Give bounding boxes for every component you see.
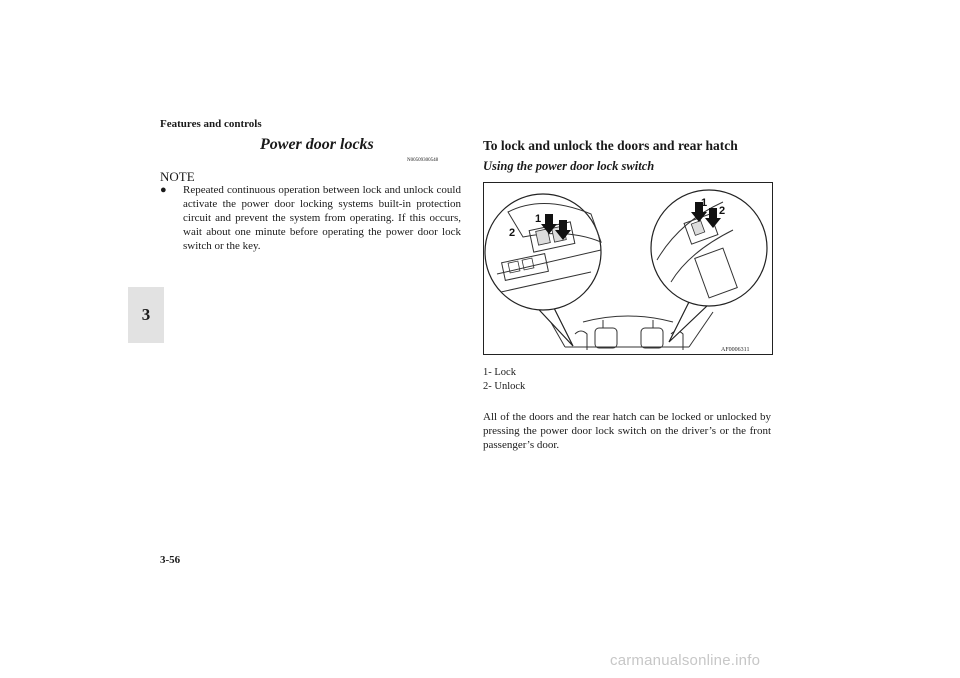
section-code: N00509300548 [407,158,439,163]
figure-legend [483,366,525,394]
page-title: Power door locks [260,136,374,153]
figure-code: AF0006311 [721,347,750,353]
body-text: All of the doors and the rear hatch can be locked or unlocked by pressing the power door lock switch on the driver’s or the front passenger’s door. [483,411,771,451]
door-lock-switch-illustration [483,182,773,355]
section-header: Features and controls [160,118,262,130]
section-subtitle: Using the power door lock switch [483,159,655,173]
left-callout-1: 1 [535,213,542,225]
chapter-tab [128,287,164,343]
legend-item-lock: 1- Lock [483,367,516,378]
note-text: Repeated continuous operation between lock and unlock could activate the power door locking systems built-in protection circuit and prevent the system from operating. If this occurs, wait about one minute before operating the power door lock switch or the key. [183,184,461,252]
watermark: carmanualsonline.info [610,652,761,669]
illustration-svg [483,182,773,355]
page-number: 3-56 [160,554,181,566]
note-label: NOTE [160,169,195,184]
legend-item-unlock: 2- Unlock [483,381,526,392]
bullet-icon: ● [160,184,167,196]
right-callout-1: 1 [701,197,708,209]
chapter-number: 3 [141,305,151,324]
right-callout-2: 2 [719,205,726,217]
section-title: To lock and unlock the doors and rear hatch [483,138,738,153]
left-callout-2: 2 [509,227,516,239]
